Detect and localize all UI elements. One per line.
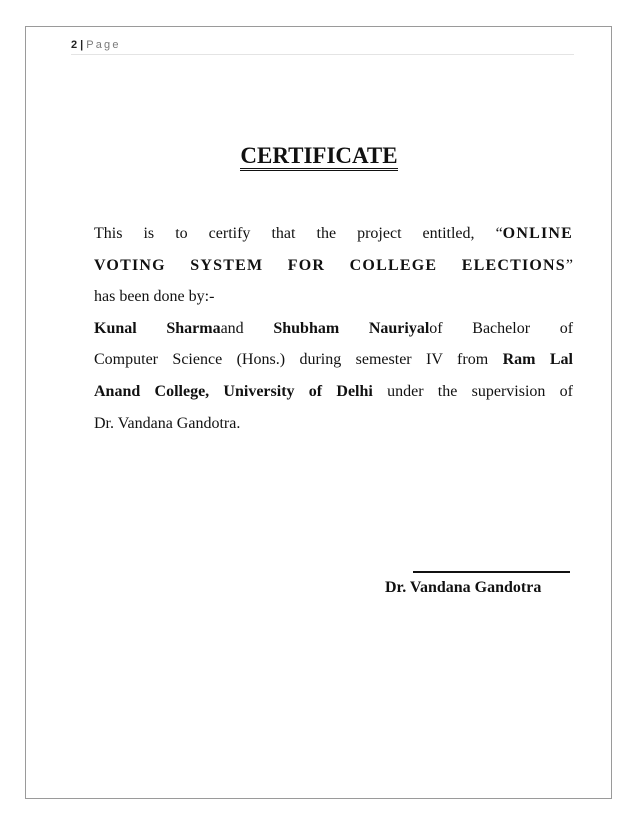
project-title-part-2: VOTING SYSTEM FOR COLLEGE ELECTIONS <box>94 256 566 274</box>
certificate-title-wrap <box>0 142 638 170</box>
student-name-2: Shubham Nauriyal <box>273 319 430 337</box>
college-name-part-1: Ram Lal <box>502 351 573 369</box>
body-text-segment: under the supervision of <box>372 382 573 400</box>
body-line-1 <box>94 218 573 250</box>
project-title-part-1: ONLINE <box>502 225 573 242</box>
body-line-5 <box>94 344 573 376</box>
body-text-segment: and <box>220 319 244 337</box>
page-label: Page <box>86 39 121 51</box>
certificate-body <box>94 218 573 439</box>
body-line-7: Dr. Vandana Gandotra. <box>94 414 241 432</box>
body-text-segment: Computer Science (Hons.) during semester IV from <box>94 351 503 369</box>
body-text-segment: of Bachelor of <box>429 319 574 337</box>
body-line-2 <box>94 250 573 282</box>
signature-line <box>413 571 570 573</box>
student-name-1: Kunal Sharma <box>94 319 221 337</box>
signature-name: Dr. Vandana Gandotra <box>385 579 542 596</box>
page-number: 2 <box>71 39 78 51</box>
body-line-6 <box>94 376 573 408</box>
body-text-segment: ” <box>565 256 573 274</box>
college-name-part-2: Anand College, University of Delhi <box>94 382 373 400</box>
body-text-segment: This is to certify that the project entitled, “ <box>94 225 503 242</box>
page-header <box>71 38 574 55</box>
certificate-title: CERTIFICATE <box>240 143 397 171</box>
body-line-3: has been done by:- <box>94 288 215 306</box>
header-separator: | <box>80 39 84 51</box>
body-line-4 <box>94 313 573 345</box>
